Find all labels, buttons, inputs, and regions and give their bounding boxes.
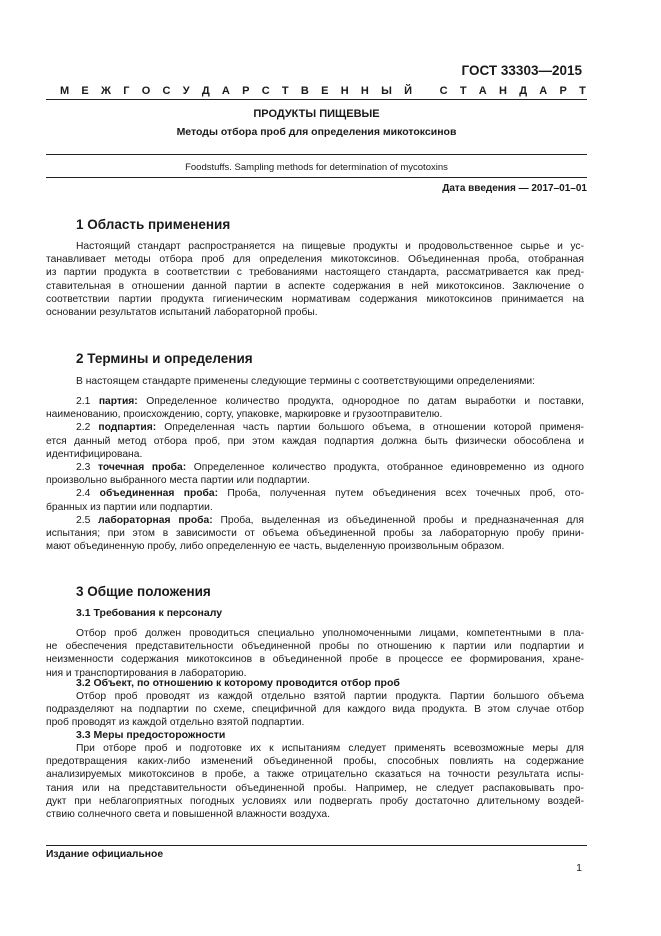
section-body [46,240,584,319]
term-entry [76,421,584,434]
document-title: ПРОДУКТЫ ПИЩЕВЫЕ [253,108,380,120]
term-definition: Определенная часть партии большого объема, в отношении которой применя- [156,422,584,434]
term-definition: Определенное количество продукта, отобранное единовременно из одного [186,462,584,474]
standard-type-letter: С [439,85,448,97]
standard-type-letter: М [60,85,70,97]
section-intro [76,375,584,388]
text-line: ния и транспортирования в лабораторию. [46,667,247,679]
term-name: объединенная проба: [99,488,219,500]
document-code: ГОСТ 33303—2015 [461,63,582,78]
terms-list [46,395,584,553]
standard-type-letter: Т [579,85,586,97]
term-number: 2.3 [76,462,91,474]
standard-type-letter [424,85,427,97]
section-heading: 2 Термины и определения [76,351,253,366]
text-line: идентифицирована. [46,448,143,460]
text-line: мают объединенную пробу, либо определенную ее часть, выделенную произвольным образом. [46,541,505,553]
term-number: 2.2 [76,422,91,434]
term-entry [76,487,584,500]
term-name: лабораторная проба: [98,514,213,526]
text-line: дукт при неблагоприятных погодных условиях или подвергать пробу достаточно длительному воздей- [46,795,584,807]
text-line: В настоящем стандарте применены следующие термины с соответствующими определениями: [76,376,536,387]
text-line: испытания; при этом в зависимости от объема объединенной пробы за лабораторную пробу прини- [46,528,584,540]
standard-type-letter: А [539,85,548,97]
text-line: соответствии партии продукта гигиеническим нормативам содержания микотоксинов принимается на [46,293,584,305]
term-entry [76,395,584,408]
text-line: ставительная в отношении данной партии в аспекте содержания в ней микотоксинов. Заключение о [46,280,584,292]
section-heading: 3 Общие положения [76,584,211,599]
standard-type-letter: Д [201,85,210,97]
text-line: ется данный метод отбора проб, при этом каждая подпартия должна быть физически обособлена и [46,435,584,447]
standard-type-letter: А [221,85,230,97]
text-line: анализируемых микотоксинов в пробе, а также отрицательно сказаться на точности результата испы- [46,769,584,781]
title-en-rule [46,177,587,178]
term-entry [76,514,584,527]
text-line: произвольно выбранного места партии или подпартии. [46,475,310,487]
official-edition-label: Издание официальное [46,849,164,860]
text-line: ствию солнечного света и повышенной влажности воздуха. [46,809,330,821]
standard-type-letter: Т [459,85,467,97]
section-heading: 1 Область применения [76,217,231,232]
text-line: неизменности содержания микотоксинов в объединенной пробе в процессе ее формирования, хране- [46,654,584,666]
text-line: Настоящий стандарт распространяется на пищевые продукты и продовольственное сырье и ус- [76,241,584,252]
term-name: подпартия: [98,422,157,434]
standard-type-label [60,85,586,97]
text-line: наименованию, происхождению, сорту, упаковке, маркировке и грузоотправителю. [46,409,443,421]
text-line: Отбор проб проводят из каждой отдельно взятой партии продукта. Партии большого объема [76,691,584,702]
text-line: подразделяют на подпартии по схеме, специфичной для каждого вида продукта. В этом случае отбор [46,704,584,716]
standard-type-letter: Н [340,85,349,97]
text-line: основании результатов испытаний лабораторной пробы. [46,307,318,319]
text-line: При отборе проб и подготовке их к испытаниям следует применять всевозможные меры для [76,743,584,754]
header-rule [46,99,587,100]
standard-type-letter: Р [242,85,250,97]
standard-type-letter: Т [281,85,289,97]
term-name: точечная проба: [97,462,187,474]
term-definition: Проба, полученная путем объединения всех точечных проб, ото- [218,488,584,500]
term-entry [76,461,584,474]
page-number: 1 [576,862,582,874]
text-line: танавливает методы отбора проб для определения микотоксинов. Объединенная проба, отобранная [46,254,584,266]
footer-rule [46,845,587,846]
standard-type-letter: Ж [101,85,111,97]
standard-type-letter: Р [559,85,567,97]
standard-type-letter: Е [321,85,329,97]
subsection-heading: 3.2 Объект, по отношению к которому проводится отбор проб [76,677,400,689]
standard-type-letter: Й [404,85,413,97]
document-subtitle: Методы отбора проб для определения микотоксинов [176,126,457,138]
subsection-heading: 3.3 Меры предосторожности [76,729,226,741]
term-definition: Проба, выделенная из объединенной пробы и предназначенная для [212,514,584,526]
standard-type-letter: В [300,85,309,97]
standard-type-letter: У [182,85,190,97]
text-line: из партии продукта в соответствии с требованиями настоящего стандарта, рассматривается как пред- [46,267,584,279]
standard-type-letter: Н [360,85,369,97]
standard-type-letter: А [478,85,487,97]
introduction-date: Дата введения — 2017–01–01 [442,183,587,194]
subsection-body [46,742,584,821]
title-rule [46,154,587,155]
subsection-heading: 3.1 Требования к персоналу [76,607,223,619]
text-line: Отбор проб должен проводиться специально уполномоченными лицами, компетентными в пла- [76,628,584,639]
text-line: не обеспечения представительности объединенной пробы по отношению к партии или подпартии и [46,641,584,653]
text-line: проб проводят из каждой отдельно взятой подпартии. [46,717,305,729]
document-title-english: Foodstuffs. Sampling methods for determination of mycotoxins [185,162,448,173]
standard-type-letter: С [162,85,171,97]
standard-type-letter: Г [123,85,130,97]
standard-type-letter: О [141,85,151,97]
standard-type-letter: Д [519,85,528,97]
term-number: 2.1 [76,396,91,407]
text-line: предотвращения каких-либо изменений объединенной пробы, способных повлиять на содержание [46,756,584,768]
term-name: партия: [98,396,138,407]
term-definition: Определенное количество продукта, однородное по датам выработки и поставки, [137,396,584,407]
standard-type-letter: Н [499,85,507,97]
standard-type-letter: Ы [381,85,392,97]
text-line: тания или на представительности объединенной пробы. Например, не следует распаковывать про- [46,782,584,794]
standard-type-letter: Е [81,85,89,97]
subsection-body [46,690,584,730]
subsection-body [46,627,584,680]
standard-type-letter: С [261,85,270,97]
term-number: 2.4 [76,488,91,500]
term-number: 2.5 [76,514,91,526]
text-line: бранных из партии или подпартии. [46,501,213,513]
